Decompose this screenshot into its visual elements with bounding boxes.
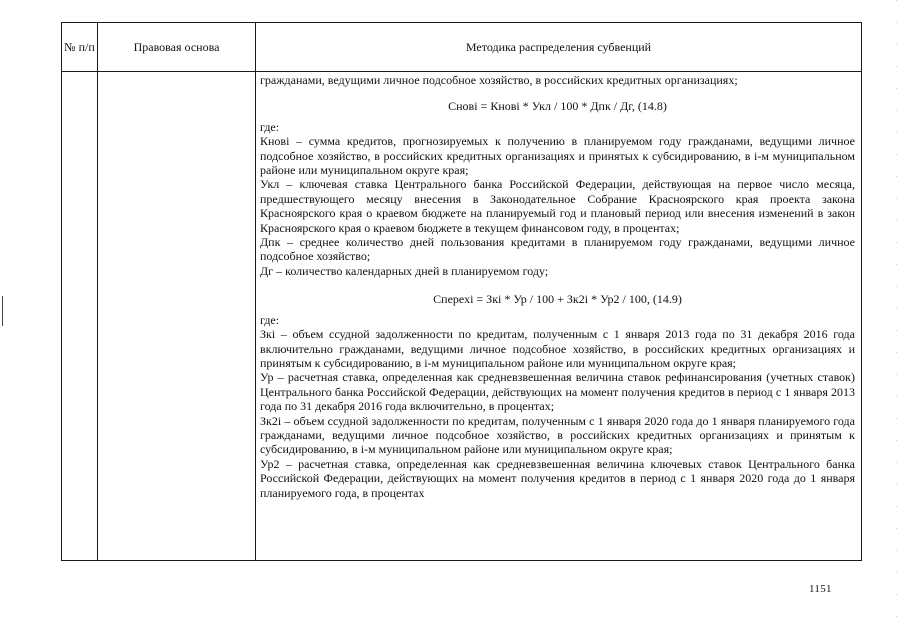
definition-ur: Ур – расчетная ставка, определенная как средневзвешенная величина ставок рефинансирования (учетных ставок) Центрального банка Российской Федерации, действующих на момент получения кредитов в период с 1 января 2013 года по 31 декабря 2016 года включительно, в процентах; [260, 370, 855, 414]
method-text [256, 72, 861, 500]
page-number: 1151 [809, 583, 832, 595]
paragraph-continuation: гражданами, ведущими личное подсобное хозяйство, в российских кредитных организациях; [260, 73, 738, 87]
formula-14-8: Снові = Кнові * Укл / 100 * Дпк / Дг, (14.8) [448, 99, 667, 114]
scan-artifact-dots [896, 0, 897, 634]
definition-dg: Дг – количество календарных дней в планируемом году; [260, 263, 549, 278]
cell-number [62, 72, 98, 561]
definition-ur2: Ур2 – расчетная ставка, определенная как средневзвешенная величина ключевых ставок Центрального банка Российской Федерации, действующих на момент получения кредитов в период с 1 января 2020 года до 1 января планируемого года, в процентах [260, 456, 855, 500]
table-row [62, 72, 862, 561]
table-header-row [62, 23, 862, 72]
subvention-table [61, 22, 862, 561]
header-method: Методика распределения субвенций [256, 23, 862, 72]
header-legal-basis: Правовая основа [98, 23, 256, 72]
formula-14-9: Сперехі = Зкі * Ур / 100 + Зк2і * Ур2 / 100, (14.9) [433, 292, 682, 307]
cell-method [256, 72, 862, 561]
definition-zk2i: Зк2і – объем ссудной задолженности по кредитам, полученным с 1 января 2020 года до 1 января планируемого года гражданами, ведущими личное подсобное хозяйство, в российских кредитных организациях и принятым к субсидированию, в і-м муниципальном районе или муниципальном округе края; [260, 413, 855, 457]
definition-zki: Зкі – объем ссудной задолженности по кредитам, полученным с 1 января 2013 года по 31 декабря 2016 года включительно гражданами, ведущими личное подсобное хозяйство, в российских кредитных организациях и принятым к субсидированию, в і-м муниципальном районе или муниципальном округе края; [260, 327, 855, 370]
definition-dpk: Дпк – среднее количество дней пользования кредитами в планируемом году гражданами, ведущими личное подсобное хозяйство; [260, 235, 855, 264]
definition-knovi: Кнові – сумма кредитов, прогнозируемых к получению в планируемом году гражданами, ведущими личное подсобное хозяйство, в российских кредитных организациях и принятых к субсидированию, в і-м муниципальном районе или муниципальном округе края; [260, 134, 855, 178]
where-label: где: [260, 312, 280, 327]
scan-artifact-mark [2, 296, 3, 326]
where-label: где: [260, 119, 280, 134]
cell-legal-basis [98, 72, 256, 561]
definition-ukl: Укл – ключевая ставка Центрального банка Российской Федерации, действующая на первое число месяца, предшествующего месяцу внесения в Законодательное Собрание Красноярского края проекта закона Красноярского края о краевом бюджете на планируемый год и плановый период или внесения изменений в закон Красноярского края о краевом бюджете в текущем финансовом году, в процентах; [260, 177, 855, 235]
header-number: № п/п [62, 23, 98, 72]
